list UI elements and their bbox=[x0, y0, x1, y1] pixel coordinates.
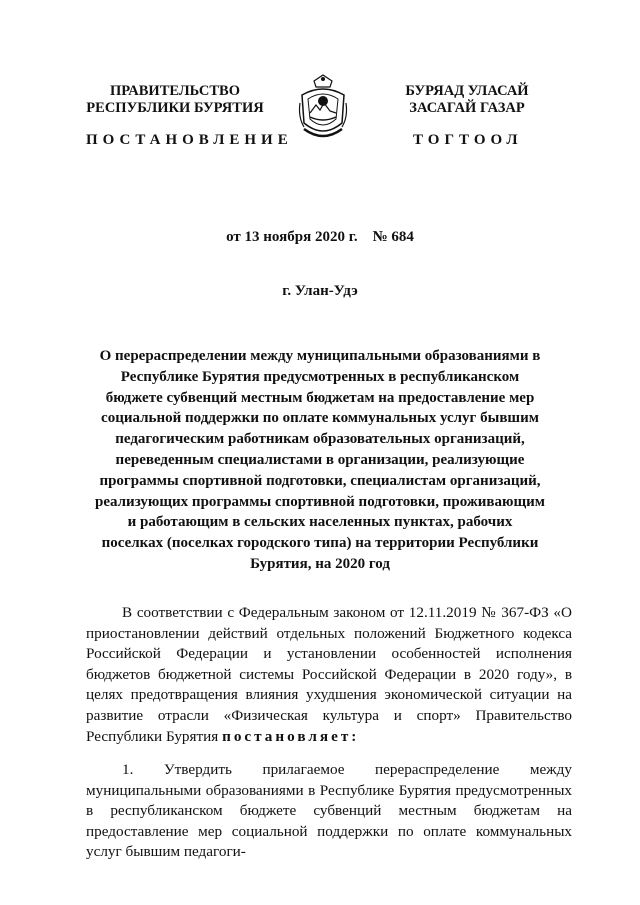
government-name-buryat-line1: БУРЯАД УЛАСАЙ bbox=[405, 83, 529, 99]
government-name-russian bbox=[80, 83, 270, 117]
city: г. Улан-Удэ bbox=[282, 283, 358, 299]
coat-of-arms-icon bbox=[296, 73, 350, 145]
government-name-line1: ПРАВИТЕЛЬСТВО bbox=[110, 83, 240, 99]
item-1-paragraph bbox=[86, 760, 572, 863]
doc-type-buryat: ТОГТООЛ bbox=[413, 132, 523, 148]
date-and-number: от 13 ноября 2020 г. № 684 bbox=[226, 229, 414, 245]
item-1-text: 1. Утвердить прилагаемое перераспределение между муниципальными образованиями в Республике Бурятия предусмотренных в республиканском бюджете субвенций местным бюджетам на предоставление мер социальной поддержки по оплате коммунальных услуг бывшим педагоги- bbox=[86, 761, 572, 861]
preamble-text: В соответствии с Федеральным законом от 12.11.2019 № 367-ФЗ «О приостановлении действий отдельных положений Бюджетного кодекса Российской Федерации и установлении особенностей исполнения бюджетов бюджетной системы Российской Федерации в 2020 году», в целях предотвращения влияния ухудшения экономической ситуации на развитие отрасли «Физическая культура и спорт» Правительство Республики Бурятия bbox=[86, 604, 572, 745]
government-name-buryat bbox=[382, 83, 552, 117]
preamble-paragraph bbox=[86, 603, 572, 747]
decree-word: постановляет: bbox=[222, 727, 360, 745]
doc-type-russian: ПОСТАНОВЛЕНИЕ bbox=[86, 132, 293, 148]
government-name-line2: РЕСПУБЛИКИ БУРЯТИЯ bbox=[86, 100, 264, 116]
document-title: О перераспределении между муниципальными образованиями в Республике Бурятия предусмотренных в республиканском бюджете субвенций местным бюджетам на предоставление мер социальной поддержки по оплате коммунальных услуг бывшим педагогическим работникам образовательных организаций, переведенным специалистами в организации, реализующие программы спортивной подготовки, специалистам организаций, реализующих программы спортивной подготовки, проживающим и работающим в сельских населенных пунктах, рабочих поселках (поселках городского типа) на территории Республики Бурятия, на 2020 год bbox=[95, 348, 545, 572]
government-name-buryat-line2: ЗАСАГАЙ ГАЗАР bbox=[409, 100, 525, 116]
